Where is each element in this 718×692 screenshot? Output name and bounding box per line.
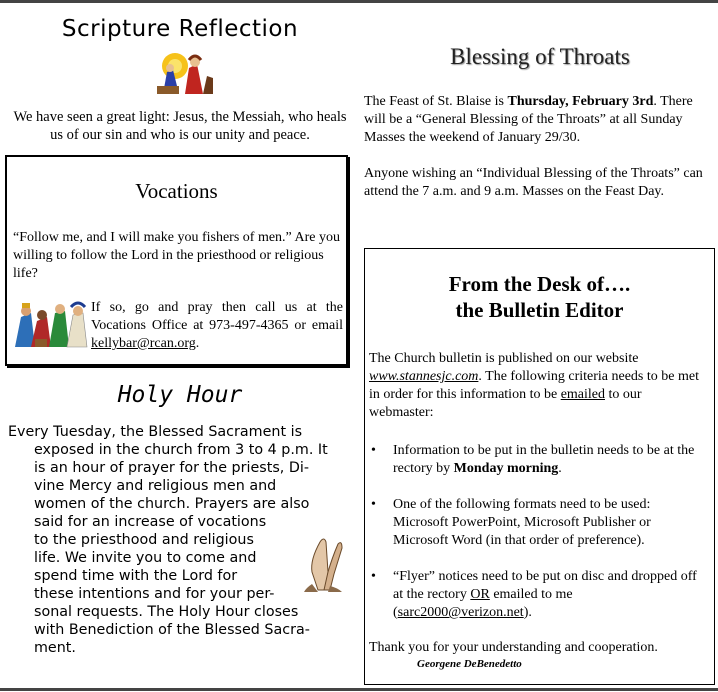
- bottom-rule: [0, 688, 718, 691]
- blessing-paragraph-2: Anyone wishing an “Individual Blessing of the Throats” can attend the 7 a.m. and 9 a.m. Masses on the Feast Day.: [364, 166, 703, 199]
- vocations-title: Vocations: [135, 179, 218, 203]
- blessing-date: Thursday, February 3rd: [507, 94, 654, 109]
- holy-hour-line: Every Tuesday, the Blessed Sacrament is: [8, 424, 303, 440]
- holy-hour-line: is an hour of prayer for the priests, Di-: [34, 460, 310, 476]
- intro-mid: . The following criteria needs to be met in order for this information to be: [369, 369, 699, 402]
- vocations-contact-text: [91, 299, 343, 353]
- bulletin-editor-box: [364, 248, 715, 685]
- criteria-3-mid: emailed to me (: [393, 587, 573, 620]
- website-link[interactable]: www.stannesjc.com: [369, 369, 479, 384]
- holy-hour-line: said for an increase of vocations: [34, 514, 267, 530]
- scripture-text: We have seen a great light: Jesus, the Messiah, who heals us of our sin and who is our unity and peace.: [13, 109, 347, 143]
- holy-hour-line: with Benediction of the Blessed Sacra-: [34, 622, 310, 638]
- holy-hour-title: Holy Hour: [117, 382, 243, 408]
- holy-hour-line: ment.: [34, 640, 76, 656]
- intro-lead: The Church bulletin is published on our website: [369, 351, 639, 366]
- criteria-item-text: [393, 442, 709, 478]
- vocations-contact-lead: If so, go and pray then call us at the Vocations Office at 973-497-4365 or email: [91, 300, 343, 333]
- criteria-item-text: One of the following formats need to be used: Microsoft PowerPoint, Microsoft Publisher or Microsoft Word (in that order of preference).: [393, 497, 651, 548]
- vocations-contact-period: .: [195, 336, 200, 351]
- bullet-icon: •: [371, 569, 376, 584]
- editor-signature: Georgene DeBenedetto: [417, 658, 522, 670]
- criteria-3-lead: “Flyer” notices need to be put on disc and dropped off at the rectory: [393, 569, 697, 602]
- holy-hour-line: life. We invite you to come and: [34, 550, 257, 566]
- thanks-text: Thank you for your understanding and cooperation.: [369, 640, 658, 655]
- criteria-3-end: ).: [523, 605, 532, 620]
- bullet-icon: •: [371, 497, 376, 512]
- vocations-email-link[interactable]: kellybar@rcan.org: [91, 336, 196, 351]
- blessing-p1-rest: . There will be a “General Blessing of the Throats” at all Sunday Masses the weekend of January 29/30.: [364, 94, 693, 145]
- criteria-3-or: OR: [470, 587, 490, 602]
- holy-hour-line: sonal requests. The Holy Hour closes: [34, 604, 299, 620]
- top-rule: [0, 0, 718, 3]
- nativity-magi-icon: [13, 291, 89, 349]
- holy-hour-line: to the priesthood and religious: [34, 532, 254, 548]
- bulletin-editor-title: [365, 271, 714, 323]
- blessing-p1-lead: The Feast of St. Blaise is: [364, 94, 508, 109]
- criteria-1-end: .: [558, 461, 562, 476]
- editor-email-link[interactable]: sarc2000@verizon.net: [397, 605, 524, 620]
- scripture-reflection-title: Scripture Reflection: [61, 16, 299, 42]
- emailed-link[interactable]: emailed: [560, 387, 605, 402]
- nativity-clipart-icon: [153, 46, 215, 96]
- holy-hour-line: these intentions and for your per-: [34, 586, 275, 602]
- holy-hour-line: exposed in the church from 3 to 4 p.m. It: [34, 442, 328, 458]
- criteria-1-lead: Information to be put in the bulletin needs to be at the rectory by: [393, 443, 695, 476]
- holy-hour-line: women of the church. Prayers are also: [34, 496, 310, 512]
- bulletin-editor-title-line1: From the Desk of….: [448, 272, 631, 296]
- bulletin-editor-title-line2: the Bulletin Editor: [455, 298, 624, 322]
- blessing-paragraph-1: [364, 93, 714, 147]
- holy-hour-line: spend time with the Lord for: [34, 568, 238, 584]
- bulletin-editor-intro: [369, 350, 709, 422]
- blessing-of-throats-title: Blessing of Throats: [450, 44, 630, 69]
- bullet-icon: •: [371, 443, 376, 458]
- vocations-box: [5, 155, 348, 366]
- criteria-item-text: [393, 568, 709, 622]
- criteria-1-deadline: Monday morning: [453, 461, 559, 476]
- holy-hour-line: vine Mercy and religious men and: [34, 478, 277, 494]
- praying-hands-icon: [298, 532, 348, 592]
- intro-end: to our webmaster:: [369, 387, 642, 420]
- vocations-quote: “Follow me, and I will make you fishers of men.” Are you willing to follow the Lord in the priesthood or religious life?: [13, 230, 340, 281]
